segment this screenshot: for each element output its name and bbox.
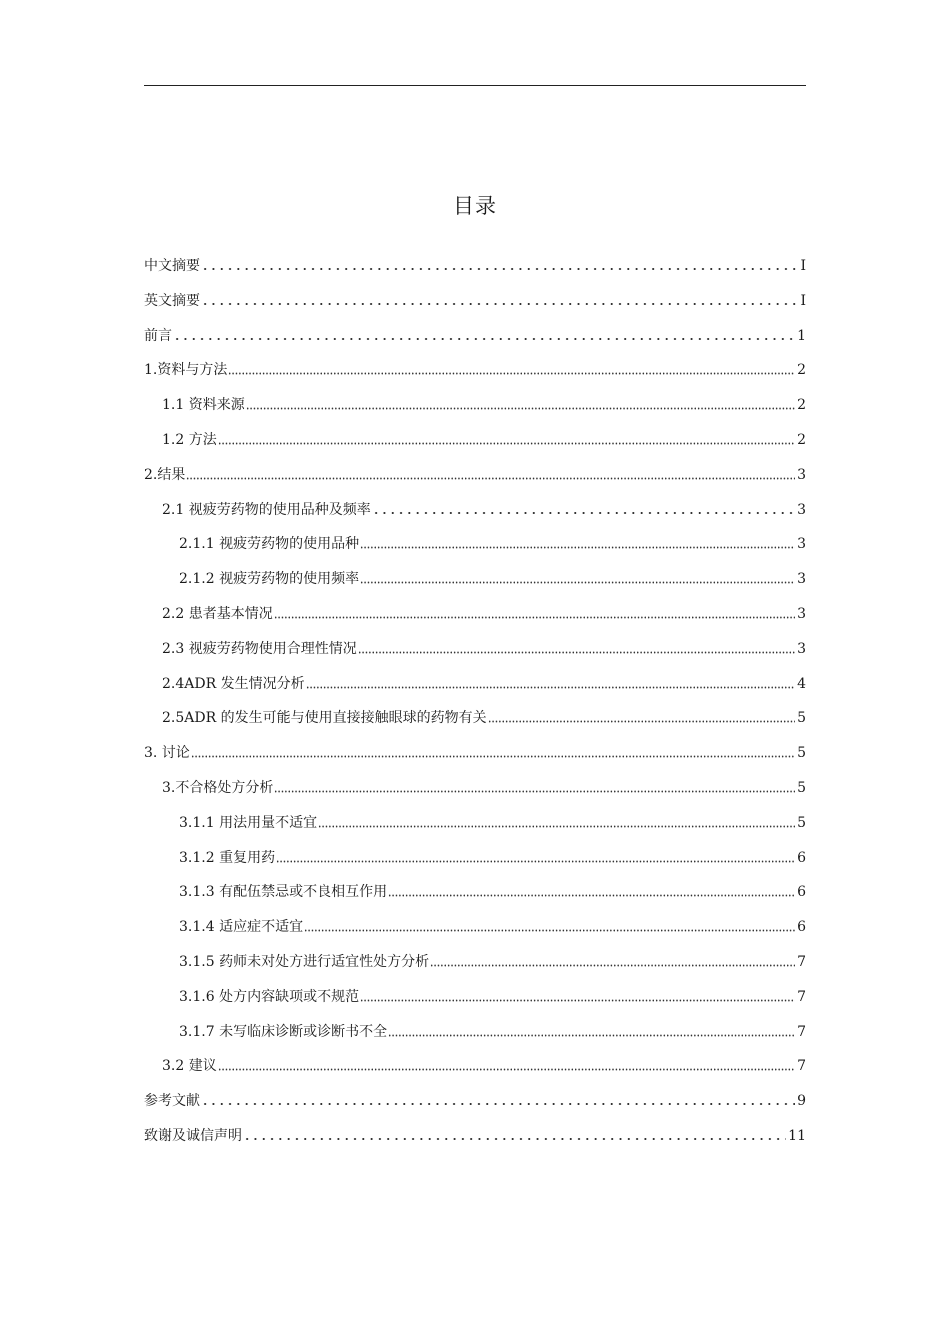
toc-entry-label: 3.1.4 适应症不适宜	[179, 919, 304, 936]
toc-entry[interactable]	[144, 391, 806, 415]
toc-entry[interactable]	[144, 1052, 806, 1076]
toc-entry-label: 2.4ADR 发生情况分析	[162, 675, 305, 692]
toc-dot-leader	[488, 713, 795, 723]
toc-entry-label: 3.1.2 重复用药	[179, 849, 276, 866]
toc-dot-leader	[388, 1027, 795, 1037]
toc-entry-label: 2.1.2 视疲劳药物的使用频率	[179, 571, 360, 588]
toc-entry-page-number: 3	[797, 501, 806, 518]
toc-entry-label: 2.3 视疲劳药物使用合理性情况	[162, 640, 357, 657]
toc-entry-label: 3.1.5 药师未对处方进行适宜性处方分析	[179, 954, 430, 970]
toc-entry[interactable]	[144, 1122, 806, 1146]
toc-entry-page-number: I	[800, 258, 806, 274]
toc-entry-label: 前言	[144, 327, 172, 344]
toc-entry-label: 3.1.6 处方内容缺项或不规范	[179, 988, 360, 1005]
toc-entry[interactable]	[144, 1018, 806, 1042]
toc-entry[interactable]	[144, 844, 806, 868]
toc-dot-leader	[243, 1131, 786, 1141]
toc-entry-page-number: 6	[797, 919, 806, 936]
toc-dot-leader	[218, 435, 795, 445]
toc-dot-leader	[201, 261, 798, 271]
toc-dot-leader	[304, 922, 795, 932]
toc-dot-leader	[358, 644, 795, 654]
toc-entry[interactable]	[144, 913, 806, 937]
toc-entry[interactable]	[144, 809, 806, 833]
toc-dot-leader	[274, 783, 795, 793]
toc-entry[interactable]	[144, 287, 806, 311]
toc-entry-label: 中文摘要	[144, 258, 200, 274]
toc-entry[interactable]	[144, 565, 806, 589]
toc-dot-leader	[173, 331, 795, 341]
toc-entry-page-number: 7	[797, 988, 806, 1005]
toc-entry-page-number: 5	[797, 780, 806, 796]
toc-entry[interactable]	[144, 983, 806, 1007]
toc-entry-page-number: 1	[797, 327, 806, 344]
toc-dot-leader	[360, 574, 795, 584]
toc-entry-label: 3. 讨论	[144, 745, 190, 762]
toc-entry[interactable]	[144, 461, 806, 485]
toc-entry-page-number: 3	[797, 606, 806, 622]
toc-dot-leader	[388, 887, 795, 897]
toc-entry-label: 3.1.7 未写临床诊断或诊断书不全	[179, 1023, 388, 1040]
toc-dot-leader	[360, 539, 795, 549]
toc-entry[interactable]	[144, 530, 806, 554]
toc-entry-page-number: 6	[797, 884, 806, 901]
toc-entry-page-number: 7	[797, 1023, 806, 1040]
toc-entry-page-number: 3	[797, 536, 806, 553]
toc-entry[interactable]	[144, 600, 806, 624]
toc-entry-page-number: 6	[797, 849, 806, 866]
toc-dot-leader	[218, 1061, 795, 1071]
toc-entry-label: 3.不合格处方分析	[162, 780, 274, 796]
toc-dot-leader	[276, 853, 795, 863]
toc-entry[interactable]	[144, 252, 806, 276]
toc-dot-leader	[201, 1096, 795, 1106]
toc-entry-page-number: 2	[797, 397, 806, 414]
toc-entry[interactable]	[144, 704, 806, 728]
toc-entry-page-number: 11	[788, 1128, 806, 1144]
toc-dot-leader	[372, 505, 795, 515]
toc-dot-leader	[191, 748, 795, 758]
toc-title: 目录	[453, 194, 497, 218]
toc-entry-page-number: 7	[797, 954, 806, 970]
toc-entry[interactable]	[144, 635, 806, 659]
toc-entry[interactable]	[144, 496, 806, 520]
toc-entry-label: 3.1.1 用法用量不适宜	[179, 814, 318, 831]
toc-entry-page-number: 2	[797, 432, 806, 448]
toc-entry-label: 1.2 方法	[162, 432, 217, 448]
toc-entry-page-number: 3	[797, 640, 806, 657]
toc-entry-label: 2.5ADR 的发生可能与使用直接接触眼球的药物有关	[162, 710, 487, 727]
toc-dot-leader	[274, 609, 795, 619]
toc-entry[interactable]	[144, 739, 806, 763]
toc-entry[interactable]	[144, 774, 806, 798]
toc-entry-label: 3.2 建议	[162, 1058, 217, 1075]
toc-dot-leader	[318, 818, 795, 828]
toc-dot-leader	[201, 296, 798, 306]
toc-dot-leader	[306, 679, 795, 689]
toc-dot-leader	[360, 992, 795, 1002]
toc-entry[interactable]	[144, 878, 806, 902]
toc-entry-label: 致谢及诚信声明	[144, 1128, 242, 1144]
toc-entry-label: 2.结果	[144, 466, 186, 483]
toc-entry-page-number: 3	[797, 571, 806, 588]
header-rule	[144, 85, 806, 86]
toc-entry-page-number: 2	[797, 362, 806, 379]
toc-dot-leader	[246, 400, 795, 410]
toc-entry-label: 2.1.1 视疲劳药物的使用品种	[179, 536, 360, 553]
toc-entry-label: 3.1.3 有配伍禁忌或不良相互作用	[179, 884, 388, 901]
toc-entry-label: 英文摘要	[144, 292, 200, 309]
toc-entry-page-number: 7	[797, 1058, 806, 1075]
toc-dot-leader	[228, 365, 795, 375]
toc-entry[interactable]	[144, 356, 806, 380]
toc-entry[interactable]	[144, 1087, 806, 1111]
toc-entry[interactable]	[144, 322, 806, 346]
toc-entry-page-number: 9	[797, 1093, 806, 1110]
toc-entry-page-number: 3	[797, 466, 806, 483]
toc-entry-label: 2.2 患者基本情况	[162, 606, 273, 622]
toc-entry-label: 2.1 视疲劳药物的使用品种及频率	[162, 501, 371, 518]
toc-entry-page-number: 5	[797, 710, 806, 727]
toc-entry-page-number: 4	[797, 675, 806, 692]
toc-entry-page-number: 5	[797, 814, 806, 831]
toc-dot-leader	[186, 470, 795, 480]
toc-entry-label: 1.资料与方法	[144, 362, 228, 379]
toc-entry[interactable]	[144, 670, 806, 694]
toc-entry-label: 1.1 资料来源	[162, 397, 245, 414]
toc-dot-leader	[430, 957, 795, 967]
toc-entry[interactable]	[144, 426, 806, 450]
toc-entry-page-number: I	[800, 292, 806, 309]
toc-entry[interactable]	[144, 948, 806, 972]
toc-entry-page-number: 5	[797, 745, 806, 762]
toc-entry-label: 参考文献	[144, 1093, 200, 1110]
